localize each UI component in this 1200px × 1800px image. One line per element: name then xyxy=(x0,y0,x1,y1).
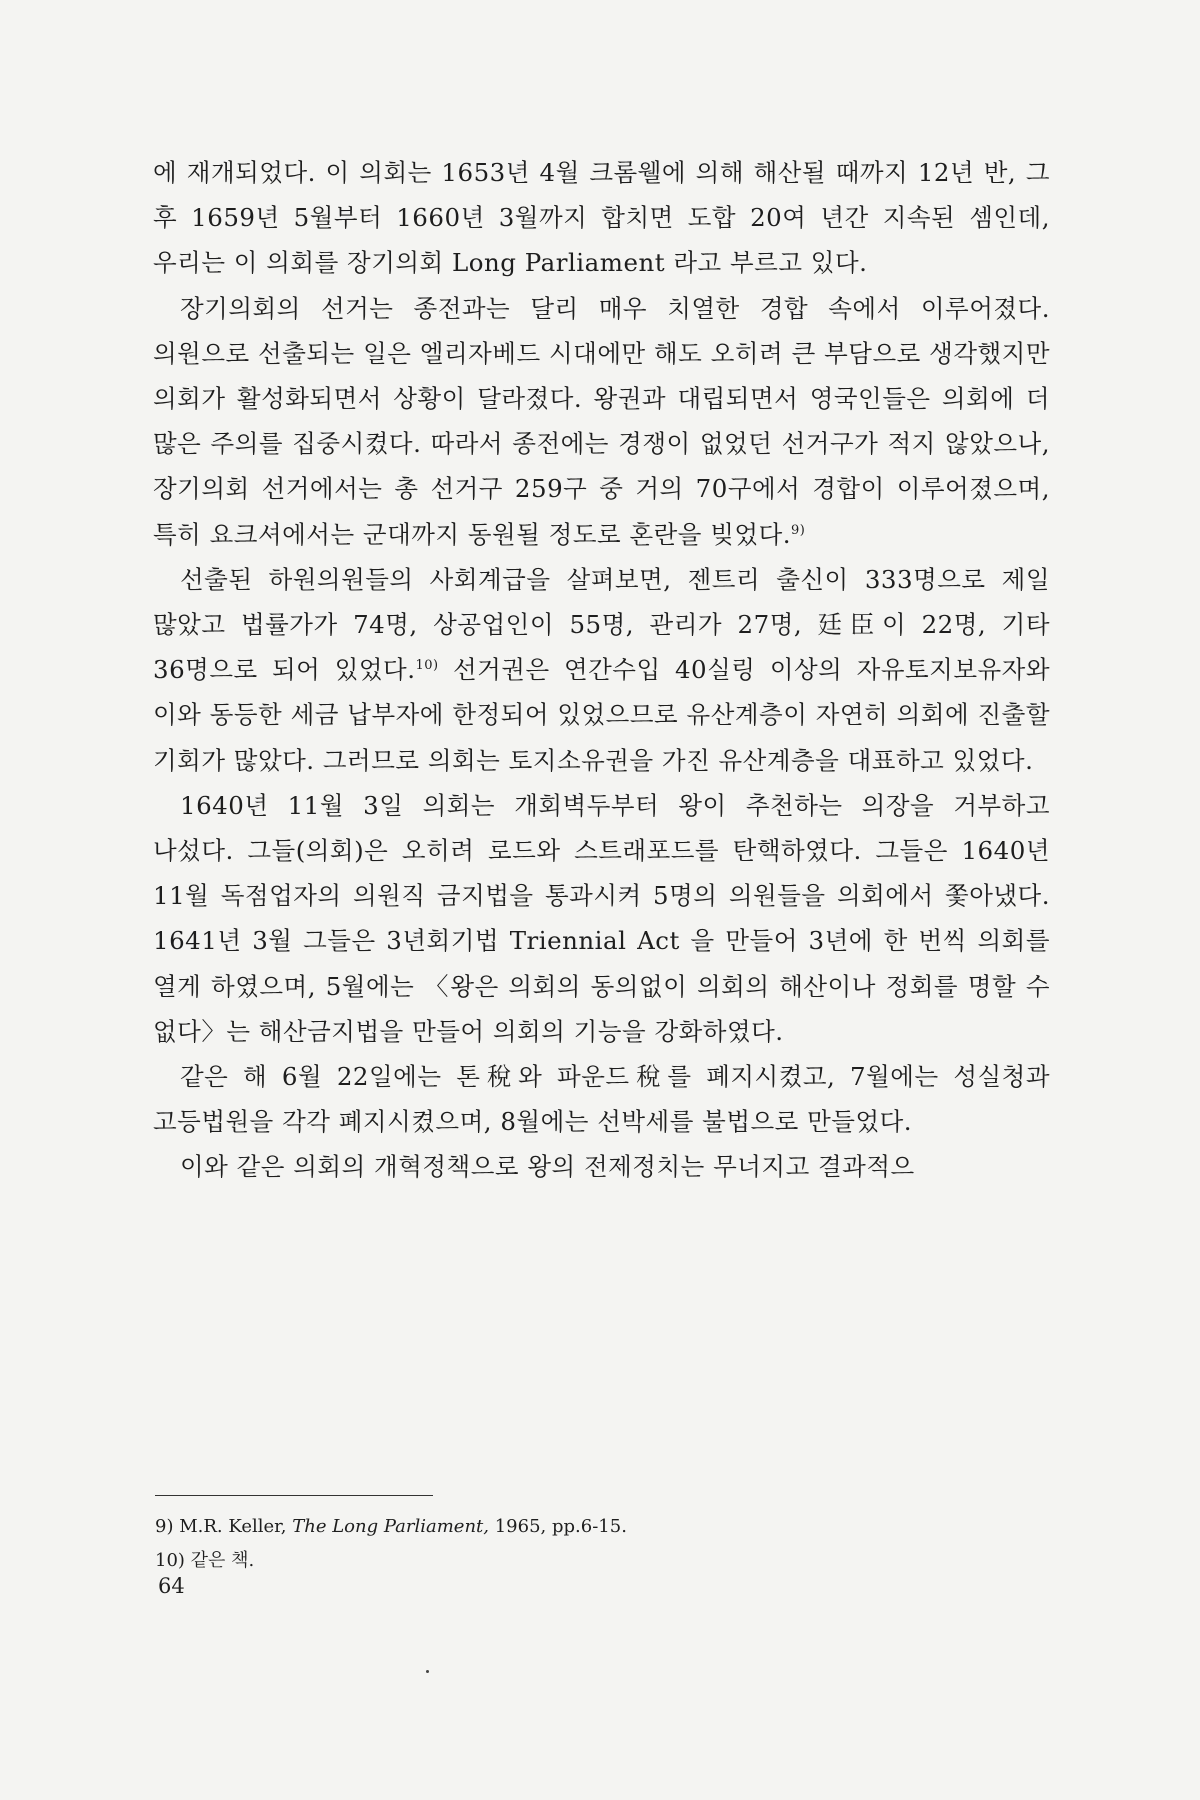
footnote-9 xyxy=(155,1510,1045,1544)
footnote-ref-9: 9) xyxy=(791,522,806,538)
paragraph-3-text-a: 선출된 하원의원들의 사회계급을 살펴보면, 젠트리 출신이 333명으로 제일 많았고 법률가가 74명, 상공업인이 55명, 관리가 27명, 廷臣이 22명, 기타 36명으로 되어 있었다. xyxy=(153,564,1050,685)
page-number: 64 xyxy=(158,1574,185,1598)
paragraph-6: 이와 같은 의회의 개혁정책으로 왕의 전제정치는 무너지고 결과적으 xyxy=(180,1152,915,1182)
footnote-10-number: 10) xyxy=(155,1550,185,1571)
paragraph-1: 에 재개되었다. 이 의회는 1653년 4월 크롬웰에 의해 해산될 때까지 12년 반, 그 후 1659년 5월부터 1660년 3월까지 합치면 도합 20여 년간 지속된 셈인데, 우리는 이 의회를 장기의회 Long Parliament 라고 부르고 있다. xyxy=(153,158,1050,278)
paragraph-3 xyxy=(153,557,1050,783)
footnote-10 xyxy=(155,1544,1045,1578)
paragraph-2 xyxy=(153,286,1050,557)
footnotes xyxy=(155,1510,1045,1578)
footnote-9-number: 9) xyxy=(155,1516,174,1537)
paragraph-3-text-b: 선거권은 연간수입 40실링 이상의 자유토지보유자와 이와 동등한 세금 납부자에 한정되어 있었으므로 유산계층이 자연히 의회에 진출할 기회가 많았다. 그러므로 의회는 토지소유권을 가진 유산계층을 대표하고 있었다. xyxy=(153,655,1050,775)
footnote-divider xyxy=(155,1495,433,1496)
paragraph-5: 같은 해 6월 22일에는 톤稅와 파운드稅를 폐지시켰고, 7월에는 성실청과 고등법원을 각각 폐지시켰으며, 8월에는 선박세를 불법으로 만들었다. xyxy=(153,1062,1050,1137)
footnote-9-title: The Long Parliament, xyxy=(292,1516,489,1537)
footnote-9-author: M.R. Keller, xyxy=(179,1516,287,1537)
paragraph-2-text: 장기의회의 선거는 종전과는 달리 매우 치열한 경합 속에서 이루어졌다. 의원으로 선출되는 일은 엘리자베드 시대에만 해도 오히려 큰 부담으로 생각했지만 의회가 활성화되면서 상황이 달라졌다. 왕권과 대립되면서 영국인들은 의회에 더 많은 주의를 집중시켰다. 따라서 종전에는 경쟁이 없었던 선거구가 적지 않았으나, 장기의회 선거에서는 총 선거구 259구 중 거의 70구에서 경합이 이루어졌으며, 특히 요크셔에서는 군대까지 동원될 정도로 혼란을 빚었다. xyxy=(153,293,1050,549)
footnote-9-details: 1965, pp.6-15. xyxy=(494,1516,627,1537)
footnote-10-text: 같은 책. xyxy=(190,1550,255,1571)
body-text xyxy=(153,150,1050,1190)
scan-speck xyxy=(426,1670,429,1673)
paragraph-4: 1640년 11월 3일 의회는 개회벽두부터 왕이 추천하는 의장을 거부하고 나섰다. 그들(의회)은 오히려 로드와 스트래포드를 탄핵하였다. 그들은 1640년 11월 독점업자의 의원직 금지법을 통과시켜 5명의 의원들을 의회에서 쫓아냈다. 1641년 3월 그들은 3년회기법 Triennial Act 을 만들어 3년에 한 번씩 의회를 열게 하였으며, 5월에는 〈왕은 의회의 동의없이 의회의 해산이나 정회를 명할 수 없다〉는 해산금지법을 만들어 의회의 기능을 강화하였다. xyxy=(153,790,1050,1046)
footnote-ref-10: 10) xyxy=(415,658,439,674)
